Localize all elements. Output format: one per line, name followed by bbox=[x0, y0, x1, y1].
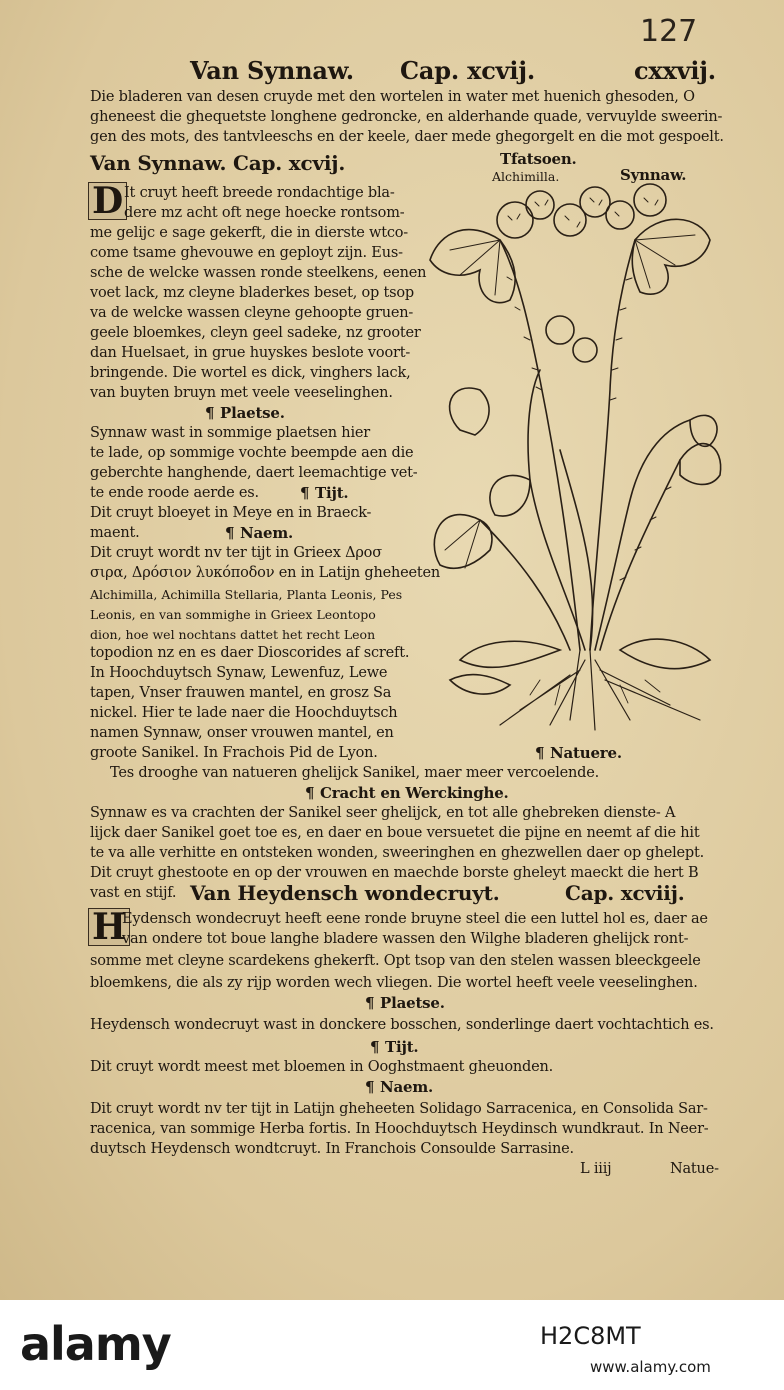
plaetse-line: te ende roode aerde es. bbox=[90, 485, 259, 501]
naem-line: nickel. Hier te lade naer die Hoochduytsch bbox=[90, 705, 398, 721]
naem-line: In Hoochduytsch Synaw, Lewenfuz, Lewe bbox=[90, 665, 388, 681]
figure-latin-name: Alchimilla. bbox=[492, 169, 560, 184]
next-chapter-line: van ondere tot boue langhe bladere wassen den Wilghe bladeren ghelijck ront- bbox=[122, 931, 689, 947]
description-line: dan Huelsaet, in grue huyskes beslote voort- bbox=[90, 345, 411, 361]
next-naem-line: duytsch Heydensch wondtcruyt. In Franchois Consoulde Sarrasine. bbox=[90, 1141, 574, 1157]
pilcrow-icon: ¶ bbox=[300, 484, 310, 502]
description-line: van buyten bruyn met veele veeselinghen. bbox=[90, 385, 393, 401]
figure-vernacular-name: Synnaw. bbox=[620, 166, 687, 184]
naem-line: dion, hoe wel nochtans dattet het recht Leon bbox=[90, 627, 376, 642]
plaetse-line: Synnaw wast in sommige plaetsen hier bbox=[90, 425, 370, 441]
catchword: Natue- bbox=[670, 1161, 719, 1177]
next-tijt-heading: Tijt. bbox=[385, 1038, 419, 1056]
description-line: come tsame ghevouwe en geployt zijn. Eus- bbox=[90, 245, 403, 261]
header-cap: Cap. xcvij. bbox=[400, 56, 535, 85]
description-line: It cruyt heeft breede rondachtige bla- bbox=[124, 185, 395, 201]
cracht-heading: Cracht en Werckinghe. bbox=[320, 784, 509, 802]
naem-line: Dit cruyt wordt nv ter tijt in Grieex Δροσ bbox=[90, 545, 382, 561]
next-chapter-line: Eydensch wondecruyt heeft eene ronde bruyne steel die een luttel hol es, daer ae bbox=[122, 911, 708, 927]
tijt-heading: Tijt. bbox=[315, 484, 349, 502]
description-line: me gelijc e sage gekerft, die in dierste wtco- bbox=[90, 225, 408, 241]
cracht-line: lijck daer Sanikel goet toe es, en daer en boue versuetet die pijne en neemt af die hit bbox=[90, 825, 700, 841]
initial-letter: D bbox=[88, 182, 127, 220]
intro-line: gen des mots, des tantvleeschs en der keele, daer mede ghegorgelt en die mot gespoelt. bbox=[90, 129, 724, 145]
pilcrow-icon: ¶ bbox=[365, 1078, 375, 1096]
naem-line: groote Sanikel. In Frachois Pid de Lyon. bbox=[90, 745, 378, 761]
section-heading: Van Synnaw. Cap. xcvij. bbox=[90, 151, 346, 175]
pilcrow-icon: ¶ bbox=[535, 744, 545, 762]
next-naem-line: racenica, van sommige Herba fortis. In Hoochduytsch Heydinsch wundkraut. In Neer- bbox=[90, 1121, 709, 1137]
description-line: sche de welcke wassen ronde steelkens, eenen bbox=[90, 265, 427, 281]
tijt-line: maent. bbox=[90, 525, 140, 541]
intro-line: Die bladeren van desen cruyde met den wortelen in water met huenich ghesoden, O bbox=[90, 89, 695, 105]
header-folio: cxxvij. bbox=[634, 56, 716, 85]
alamy-logo: alamy bbox=[20, 1317, 171, 1371]
naem-line: σιρα, Δρόσιον λυκόποδον en in Latijn gheheeten bbox=[90, 565, 441, 581]
image-id: H2C8MT bbox=[540, 1322, 641, 1350]
cracht-line: Dit cruyt ghestoote en op der vrouwen en maechde borste gheleyt maeckt die hert B bbox=[90, 865, 699, 881]
pilcrow-icon: ¶ bbox=[205, 404, 215, 422]
naem-line: tapen, Vnser frauwen mantel, en grosz Sa bbox=[90, 685, 392, 701]
plaetse-line: geberchte hanghende, daert leemachtige vet- bbox=[90, 465, 418, 481]
description-line: bringende. Die wortel es dick, vinghers lack, bbox=[90, 365, 411, 381]
next-chapter-cap: Cap. xcviij. bbox=[565, 881, 685, 905]
natuere-heading: Natuere. bbox=[550, 744, 622, 762]
pilcrow-icon: ¶ bbox=[365, 994, 375, 1012]
pilcrow-icon: ¶ bbox=[370, 1038, 380, 1056]
plant-woodcut-illustration bbox=[420, 180, 730, 740]
naem-line: namen Synnaw, onser vrouwen mantel, en bbox=[90, 725, 394, 741]
next-chapter-title: Van Heydensch wondecruyt. bbox=[190, 881, 500, 905]
naem-heading: Naem. bbox=[240, 524, 294, 542]
description-line: va de welcke wassen cleyne gehoopte gruen- bbox=[90, 305, 414, 321]
page-number: 127 bbox=[640, 14, 698, 49]
cracht-line: te va alle verhitte en ontsteken wonden, sweeringhen en ghezwellen daer op ghelept. bbox=[90, 845, 705, 861]
next-naem-heading: Naem. bbox=[380, 1078, 434, 1096]
header-title: Van Synnaw. bbox=[190, 56, 354, 85]
figure-fatsoen-label: Tfatsoen. bbox=[500, 150, 577, 168]
pilcrow-icon: ¶ bbox=[305, 784, 315, 802]
signature-mark: L iiij bbox=[580, 1161, 612, 1177]
cracht-line: vast en stijf. bbox=[90, 885, 177, 901]
description-line: geele bloemkes, cleyn geel sadeke, nz grooter bbox=[90, 325, 421, 341]
description-line: voet lack, mz cleyne bladerkes beset, op tsop bbox=[90, 285, 415, 301]
next-tijt-line: Dit cruyt wordt meest met bloemen in Ooghstmaent gheuonden. bbox=[90, 1059, 554, 1075]
watermark-url: www.alamy.com bbox=[590, 1358, 711, 1376]
plaetse-line: te lade, op sommige vochte beempde aen die bbox=[90, 445, 414, 461]
next-naem-line: Dit cruyt wordt nv ter tijt in Latijn gheheeten Solidago Sarracenica, en Consolida Sar- bbox=[90, 1101, 708, 1117]
naem-line: topodion nz en es daer Dioscorides af screft. bbox=[90, 645, 410, 661]
cracht-line: Synnaw es va crachten der Sanikel seer ghelijck, en tot alle ghebreken dienste- A bbox=[90, 805, 676, 821]
tijt-line: Dit cruyt bloeyet in Meye en in Braeck- bbox=[90, 505, 372, 521]
next-chapter-line: bloemkens, die als zy rijp worden wech vliegen. Die wortel heeft veele veeselinghen. bbox=[90, 975, 698, 991]
description-line: dere mz acht oft nege hoecke rontsom- bbox=[124, 205, 405, 221]
natuere-line: Tes drooghe van natueren ghelijck Sanikel, maer meer vercoelende. bbox=[110, 765, 600, 781]
naem-line: Alchimilla, Achimilla Stellaria, Planta Leonis, Pes bbox=[90, 587, 403, 602]
pilcrow-icon: ¶ bbox=[225, 524, 235, 542]
naem-line: Leonis, en van sommighe in Grieex Leontopo bbox=[90, 607, 376, 622]
plaetse-heading: Plaetse. bbox=[220, 404, 285, 422]
next-plaetse-heading: Plaetse. bbox=[380, 994, 445, 1012]
next-plaetse-line: Heydensch wondecruyt wast in donckere bosschen, sonderlinge daert vochtachtich es. bbox=[90, 1017, 714, 1033]
next-chapter-line: somme met cleyne scardekens ghekerft. Opt tsop van den stelen wassen bleeckgeele bbox=[90, 953, 701, 969]
next-chapter-initial-letter: H bbox=[88, 908, 130, 946]
intro-line: gheneest die ghequetste longhene gedroncke, en alderhande quade, vervuylde sweerin- bbox=[90, 109, 723, 125]
